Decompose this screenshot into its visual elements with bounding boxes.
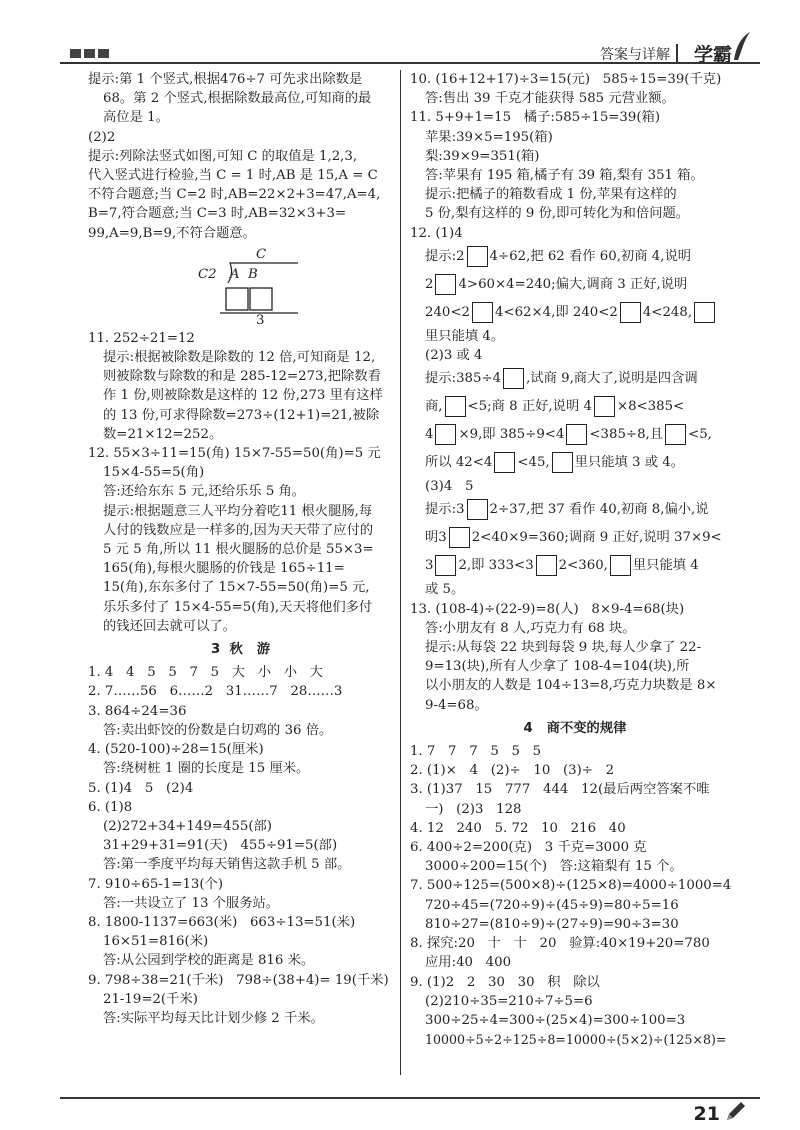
text-fragment: 4÷62,把 62 看作 60,初商 4,说明 <box>489 248 692 264</box>
right-column <box>410 70 740 1049</box>
blank-box <box>566 424 587 445</box>
text-line: (3)4 5 <box>425 479 474 495</box>
text-line: 15×4-55=5(角) <box>103 465 205 481</box>
text-line: (2)2 <box>88 129 116 145</box>
text-fragment: 提示:3 <box>425 502 465 518</box>
blank-box <box>435 555 456 576</box>
text-line: 答:第一季度平均每天销售这款手机 5 部。 <box>103 857 351 873</box>
text-line: 答:从公园到学校的距离是 816 米。 <box>103 953 315 969</box>
text-line: 21-19=2(千米) <box>103 991 198 1007</box>
text-line: 答:一共设立了 13 个服务站。 <box>103 895 280 911</box>
text-line: 答:卖出虾饺的份数是白切鸡的 36 倍。 <box>103 722 333 738</box>
blank-box <box>552 452 573 473</box>
text-line: 答:绕树桩 1 圈的长度是 15 厘米。 <box>103 761 310 777</box>
blank-box <box>435 274 456 295</box>
leaf-icon <box>730 30 752 62</box>
text-line: 提示:根据题意三人平均分着吃11 根火腿肠,每 <box>103 503 373 519</box>
text-fragment: 4>60×4=240;偏大,调商 3 正好,说明 <box>458 276 688 292</box>
hint-line <box>410 271 740 299</box>
blank-box <box>503 368 524 389</box>
text-line: 9-4=68。 <box>425 697 488 713</box>
text-line: (2)210÷35=210÷7÷5=6 <box>425 993 593 1009</box>
text-line: 3. 864÷24=36 <box>88 703 187 719</box>
header-title: 答案与详解 <box>600 47 670 63</box>
text-line: 答:苹果有 195 箱,橘子有 39 箱,梨有 351 箱。 <box>425 168 704 184</box>
text-line: 9. (1)2 2 30 30 积 除以 <box>410 974 600 990</box>
text-line: 提示:从每袋 22 块到每袋 9 块,每人少拿了 22- <box>425 640 702 656</box>
text-line: 7. 910÷65-1=13(个) <box>88 876 224 892</box>
text-line: 13. (108-4)÷(22-9)=8(人) 8×9-4=68(块) <box>410 601 685 617</box>
long-division-figure <box>198 243 318 329</box>
text-fragment: <45, <box>517 455 550 471</box>
text-line: 8. 1800-1137=663(米) 663÷13=51(米) <box>88 914 356 930</box>
text-line: 的 13 份,可求得除数=273÷(12+1)=21,被除 <box>103 407 380 423</box>
hint-line <box>410 299 740 327</box>
text-fragment: <385÷8,且 <box>589 427 664 443</box>
text-line: 答:实际平均每天比计划少修 2 千米。 <box>103 1010 324 1026</box>
text-line: 高位是 1。 <box>103 110 169 126</box>
text-line: 165(角),每根火腿肠的价钱是 165÷11= <box>103 561 345 577</box>
header-brand: 学霸 <box>693 44 732 66</box>
text-fragment: 明3 <box>425 530 447 546</box>
blank-box <box>435 424 456 445</box>
text-line: 15(角),东东多付了 15×7-55=50(角)=5 元, <box>103 580 370 596</box>
section-title-4: 4 商不变的规律 <box>523 720 627 736</box>
text-line: 不符合题意;当 C=2 时,AB=22×2+3=47,A=4, <box>88 187 381 203</box>
hint-line <box>410 552 740 580</box>
blank-box <box>494 452 515 473</box>
blank-box <box>449 527 470 548</box>
blank-box <box>467 246 488 267</box>
text-fragment: <5;商 8 正好,说明 4 <box>467 399 592 415</box>
division-quotient: C <box>256 246 267 262</box>
text-line: 12. (1)4 <box>410 225 463 241</box>
text-line: 的钱还回去就可以了。 <box>103 618 236 634</box>
blank-box <box>594 396 615 417</box>
text-line: (2)272+34+149=455(部) <box>103 818 272 834</box>
hint-line <box>410 496 740 524</box>
division-remainder: 3 <box>256 312 265 328</box>
hint-line <box>410 393 740 421</box>
text-line: 99,A=9,B=9,不符合题意。 <box>88 225 256 241</box>
text-fragment: 所以 42<4 <box>425 455 493 471</box>
text-line: B=7,符合题意;当 C=3 时,AB=32×3+3= <box>88 206 347 222</box>
text-line: 答:还给东东 5 元,还给乐乐 5 角。 <box>103 484 306 500</box>
text-line: 9=13(块),所有人少拿了 108-4=104(块),所 <box>425 659 690 675</box>
text-fragment: 4<62×4,即 240<2 <box>494 304 618 320</box>
text-line: 以小朋友的人数是 104÷13=8,巧克力块数是 8× <box>425 678 717 694</box>
text-line: 6. 400÷2=200(克) 3 千克=3000 克 <box>410 840 647 856</box>
text-fragment: ×8<385< <box>616 399 685 415</box>
header-rule <box>60 62 760 64</box>
text-line: 10. (16+12+17)÷3=15(元) 585÷15=39(千克) <box>410 72 722 87</box>
text-line: 答:小朋友有 8 人,巧克力有 68 块。 <box>425 620 636 636</box>
text-line: 答:售出 39 千克才能获得 585 元营业额。 <box>425 91 675 107</box>
text-line: 11. 252÷21=12 <box>88 330 195 346</box>
column-divider <box>400 70 401 1075</box>
text-line: 提示:第 1 个竖式,根据476÷7 可先求出除数是 <box>88 72 363 87</box>
text-line: 5. (1)4 5 (2)4 <box>88 780 194 796</box>
text-line: 提示:把橘子的箱数看成 1 份,苹果有这样的 <box>425 187 677 203</box>
hint-line <box>410 421 740 449</box>
pencil-icon <box>724 1099 748 1123</box>
text-line: 7. 500÷125=(500×8)÷(125×8)=4000÷1000=4 <box>410 878 732 894</box>
text-line: 2. (1)× 4 (2)÷ 10 (3)÷ 2 <box>410 763 615 779</box>
text-line: 作 1 份,则被除数是这样的 12 份,273 里有这样 <box>103 388 383 404</box>
text-line: 应用:40 400 <box>425 955 512 971</box>
blank-box <box>610 555 631 576</box>
text-line: 3. (1)37 15 777 444 12(最后两空答案不唯 <box>410 782 710 798</box>
hint-line <box>410 365 740 393</box>
text-line: 9. 798÷38=21(千米) 798÷(38+4)= 19(千米) <box>88 972 389 988</box>
footer-rule <box>60 1097 760 1099</box>
text-line: 8. 探究:20 十 十 20 验算:40×19+20=780 <box>410 936 710 952</box>
text-fragment: 提示:385÷4 <box>425 371 502 387</box>
text-line: 则被除数与除数的和是 285-12=273,把除数看 <box>103 369 381 385</box>
hint-line <box>410 449 740 477</box>
page-header <box>0 0 800 66</box>
blank-box <box>620 302 641 323</box>
text-line: 1. 7 7 7 5 5 5 <box>410 744 542 760</box>
blank-box <box>694 302 715 323</box>
text-fragment: 2÷37,把 37 看作 40,初商 8,偏小,说 <box>489 502 709 518</box>
text-line: 5 份,梨有这样的 9 份,即可转化为和倍问题。 <box>425 206 690 222</box>
text-line: 乐乐多付了 15×4-55=5(角),天天将他们多付 <box>103 599 373 615</box>
text-fragment: 2,即 333<3 <box>458 558 534 574</box>
page-footer <box>0 1075 800 1130</box>
header-separator <box>676 44 678 62</box>
division-dividend: A B <box>230 266 258 282</box>
blank-box <box>536 555 557 576</box>
text-fragment: 4<248, <box>642 304 693 320</box>
text-line: 4. (520-100)÷28=15(厘米) <box>88 742 264 758</box>
blank-box <box>472 302 493 323</box>
text-fragment: 2<40×9=360;调商 9 正好,说明 37×9< <box>471 530 722 546</box>
text-line: 11. 5+9+1=15 橘子:585÷15=39(箱) <box>410 110 661 126</box>
text-fragment: 3 <box>425 558 434 574</box>
text-line: 提示:根据被除数是除数的 12 倍,可知商是 12, <box>103 350 376 366</box>
text-line: 3000÷200=15(个) 答:这箱梨有 15 个。 <box>425 859 683 875</box>
text-line: 里只能填 4。 <box>425 328 505 344</box>
text-line: 16×51=816(米) <box>103 934 209 950</box>
text-line: 5 元 5 角,所以 11 根火腿肠的总价是 55×3= <box>103 542 374 558</box>
text-fragment: ×9,即 385÷9<4 <box>458 427 565 443</box>
text-line: 一) (2)3 128 <box>425 801 522 817</box>
text-line: 10000÷5÷2÷125÷8=10000÷(5×2)÷(125×8)= <box>425 1032 727 1048</box>
text-line: 提示:列除法竖式如图,可知 C 的取值是 1,2,3, <box>88 148 358 164</box>
text-line: 人付的钱数应是一样多的,因为天天带了应付的 <box>103 522 374 538</box>
text-line: 12. 55×3÷11=15(角) 15×7-55=50(角)=5 元 <box>88 446 381 462</box>
text-line: 300÷25÷4=300÷(25×4)=300÷100=3 <box>425 1012 686 1028</box>
text-line: 4. 12 240 5. 72 10 216 40 <box>410 820 626 836</box>
text-line: 苹果:39×5=195(箱) <box>425 129 553 145</box>
text-fragment: 240<2 <box>425 304 470 320</box>
left-column <box>88 70 393 1028</box>
text-fragment: 提示:2 <box>425 248 465 264</box>
blank-box <box>467 499 488 520</box>
page-number: 21 <box>693 1103 720 1125</box>
text-line: 1. 4 4 5 5 7 5 大 小 小 大 <box>88 665 323 681</box>
text-line: 梨:39×9=351(箱) <box>425 148 540 164</box>
text-line: 720÷45=(720÷9)÷(45÷9)=80÷5=16 <box>425 897 679 913</box>
text-fragment: 里只能填 3 或 4。 <box>574 455 685 471</box>
text-line: 或 5。 <box>425 582 465 598</box>
text-fragment: ,试商 9,商大了,说明是四含调 <box>526 371 698 387</box>
hint-line <box>410 524 740 552</box>
text-fragment: 商, <box>425 399 443 415</box>
text-line: 68。第 2 个竖式,根据除数最高位,可知商的最 <box>103 91 372 107</box>
division-divisor: C2 <box>198 266 217 282</box>
section-title-3: 3 秋 游 <box>211 642 270 658</box>
blank-box <box>665 424 686 445</box>
text-fragment: 4 <box>425 427 434 443</box>
text-line: 数=21×12=252。 <box>103 426 223 442</box>
text-fragment: 2 <box>425 276 434 292</box>
text-fragment: <5, <box>688 427 712 443</box>
text-line: (2)3 或 4 <box>425 348 483 364</box>
hint-line <box>410 243 740 271</box>
text-line: 31+29+31=91(天) 455÷91=5(部) <box>103 838 338 854</box>
blank-box <box>445 396 466 417</box>
text-line: 代入竖式进行检验,当 C = 1 时,AB 是 15,A = C <box>88 168 378 184</box>
header-squares <box>70 49 109 58</box>
text-fragment: 里只能填 4 <box>632 558 699 574</box>
text-fragment: 2<360, <box>558 558 608 574</box>
text-line: 6. (1)8 <box>88 799 133 815</box>
text-line: 810÷27=(810÷9)÷(27÷9)=90÷3=30 <box>425 916 679 932</box>
text-line: 2. 7……56 6……2 31……7 28……3 <box>88 684 343 700</box>
